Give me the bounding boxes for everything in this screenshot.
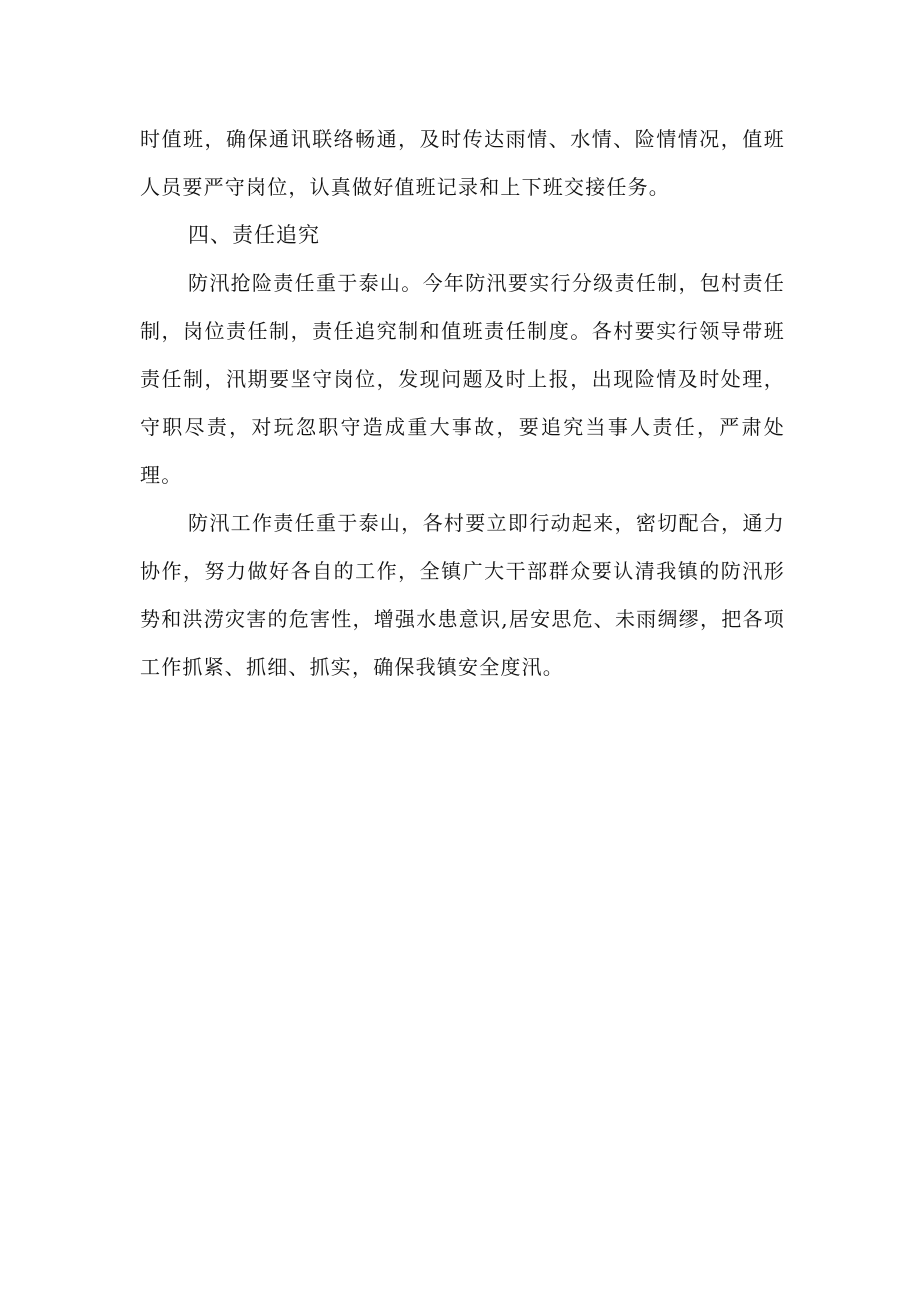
paragraph-continuation: 时值班，确保通讯联络畅通，及时传达雨情、水情、险情情况，值班人员要严守岗位，认真做好值班记录和上下班交接任务。	[140, 127, 785, 199]
paragraph-responsibility: 防汛抢险责任重于泰山。今年防汛要实行分级责任制，包村责任制，岗位责任制，责任追究制和值班责任制度。各村要实行领导带班责任制，汛期要坚守岗位，发现问题及时上报，出现险情及时处理，守职尽责，对玩忽职守造成重大事故，要追究当事人责任，严肃处理。	[140, 271, 785, 487]
section-heading: 四、责任追究	[188, 223, 320, 247]
paragraph-conclusion: 防汛工作责任重于泰山，各村要立即行动起来，密切配合，通力协作，努力做好各自的工作，全镇广大干部群众要认清我镇的防汛形势和洪涝灾害的危害性，增强水患意识,居安思危、未雨绸缪，把各项工作抓紧、抓细、抓实，确保我镇安全度汛。	[140, 511, 785, 679]
document-body	[140, 115, 785, 691]
